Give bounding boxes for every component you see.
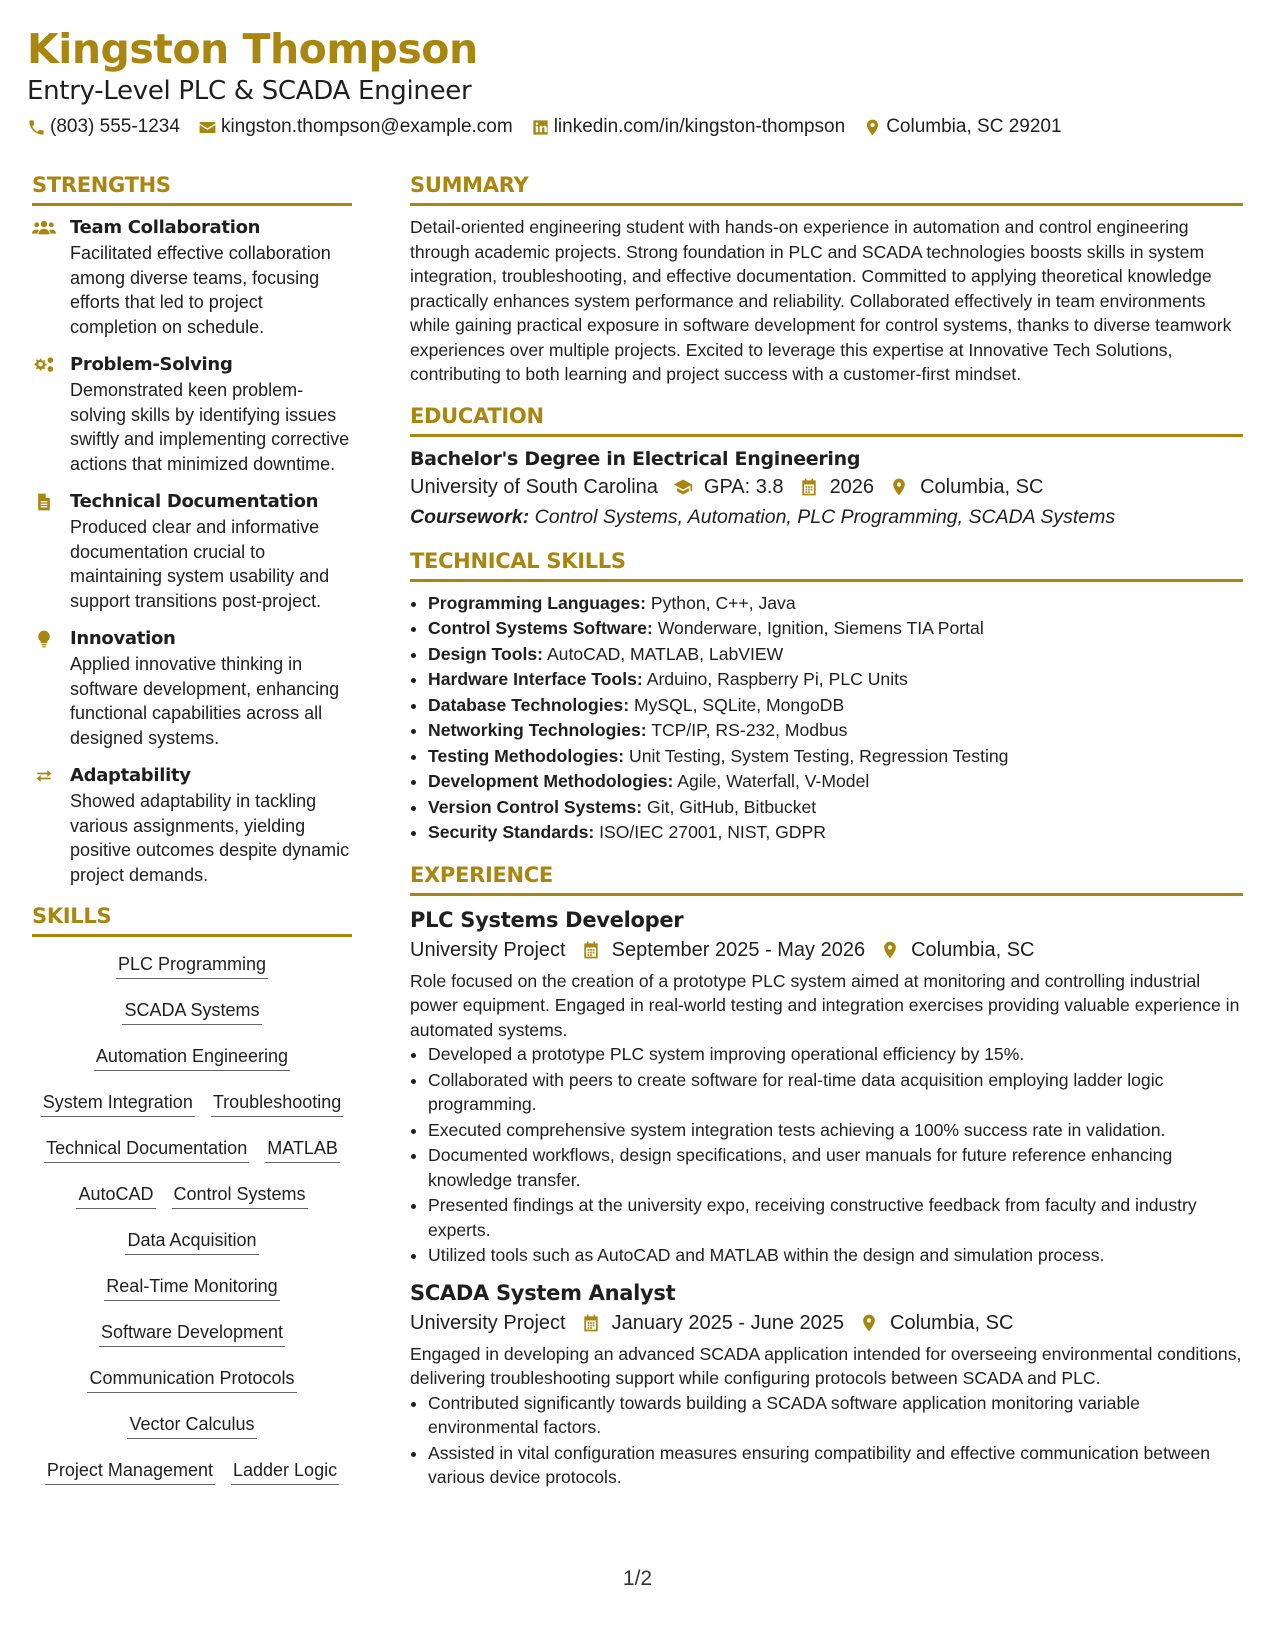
experience-heading: EXPERIENCE: [410, 860, 1243, 896]
skill-tag: SCADA Systems: [122, 997, 261, 1025]
coursework-label: Coursework:: [410, 505, 530, 528]
right-column: [410, 170, 1243, 1504]
calendar-icon: [580, 940, 602, 960]
skill-tag: Project Management: [45, 1457, 215, 1485]
map-pin-icon: [858, 1313, 880, 1333]
contact-email[interactable]: [198, 114, 513, 140]
summary-heading: SUMMARY: [410, 170, 1243, 206]
strength-body: [70, 763, 352, 887]
job-dates: [580, 1308, 844, 1338]
contact-linkedin[interactable]: [531, 114, 846, 140]
left-column: [32, 170, 352, 1517]
technical-skill-value: MySQL, SQLite, MongoDB: [633, 694, 845, 715]
school-text: University of South Carolina: [410, 475, 658, 498]
skills-section: [32, 901, 352, 1503]
map-pin-icon: [863, 118, 882, 137]
skill-tag: Communication Protocols: [87, 1365, 296, 1393]
edu-location-text: Columbia, SC: [920, 475, 1044, 498]
skill-tag: PLC Programming: [116, 951, 268, 979]
technical-skill-value: Git, GitHub, Bitbucket: [647, 796, 817, 817]
strengths-section: [32, 170, 352, 887]
skills-heading: SKILLS: [32, 901, 352, 937]
job-bullet: • Executed comprehensive system integration tests achieving a 100% success rate in validation.: [428, 1118, 1243, 1143]
coursework-text: Control Systems, Automation, PLC Programming, SCADA Systems: [534, 505, 1116, 528]
technical-skill-value: AutoCAD, MATLAB, LabVIEW: [546, 643, 784, 664]
job-bullets: [410, 1391, 1243, 1490]
calendar-icon: [798, 477, 820, 497]
strengths-heading: STRENGTHS: [32, 170, 352, 206]
technical-skills-list: [410, 591, 1243, 846]
strength-title: Innovation: [70, 628, 176, 649]
technical-skill-value: Wonderware, Ignition, Siemens TIA Portal: [657, 618, 984, 638]
phone-text: (803) 555-1234: [50, 116, 180, 137]
skill-tag: Automation Engineering: [94, 1043, 290, 1071]
skill-tag: Software Development: [99, 1319, 285, 1347]
strength-body: [70, 489, 352, 613]
skill-tag: Troubleshooting: [211, 1089, 343, 1117]
technical-skill-item: [428, 591, 1243, 617]
skill-tag: AutoCAD: [76, 1181, 155, 1209]
lightbulb-icon: [32, 626, 70, 750]
technical-skills-heading: TECHNICAL SKILLS: [410, 546, 1243, 582]
map-pin-icon: [888, 477, 910, 497]
skill-tag: System Integration: [41, 1089, 195, 1117]
job-description: Engaged in developing an advanced SCADA application intended for overseeing environmental conditions, delivering troubleshooting support while configuring protocols between SCADA and PLC.: [410, 1343, 1242, 1388]
technical-skill-label: Control Systems Software:: [428, 618, 653, 638]
strength-item: [32, 215, 352, 339]
page-number: 1/2: [622, 1567, 653, 1590]
skill-tag: Real-Time Monitoring: [104, 1273, 279, 1301]
education-heading: EDUCATION: [410, 401, 1243, 437]
technical-skill-label: Hardware Interface Tools:: [428, 669, 643, 689]
job-bullet: • Assisted in vital configuration measures ensuring compatibility and effective communication between various device protocols.: [428, 1441, 1243, 1490]
envelope-icon: [198, 118, 217, 137]
location-text: Columbia, SC 29201: [886, 116, 1062, 137]
summary-text: Detail-oriented engineering student with hands-on experience in automation and control engineering through academic projects. Strong foundation in PLC and SCADA technologies boosts skills in system integration, troubleshooting, and effective documentation. Committed to applying theoretical knowledge practically enhances system performance and reliability. Collaborated effectively in team environments while gaining practical exposure in software development for control systems, thanks to diverse teamwork experiences over multiple projects. Excited to leverage this expertise at Innovative Tech Solutions, contributing to both learning and project success with a customer-first mindset.: [410, 217, 1232, 384]
coursework: [410, 502, 1243, 532]
technical-skill-label: Programming Languages:: [428, 592, 646, 613]
exchange-icon: [32, 763, 70, 887]
job-location: [858, 1308, 1013, 1338]
strength-item: [32, 626, 352, 750]
technical-skill-label: Version Control Systems:: [428, 796, 643, 817]
technical-skill-label: Testing Methodologies:: [428, 745, 625, 766]
strength-title: Technical Documentation: [70, 491, 319, 512]
technical-skill-item: [428, 693, 1243, 719]
technical-skill-label: Development Methodologies:: [428, 771, 674, 791]
job-description: Role focused on the creation of a prototype PLC system aimed at monitoring and controlling industrial power equipment. Engaged in real-world testing and integration exercises providing valuable experience in automated systems.: [410, 970, 1240, 1040]
skill-tag: MATLAB: [265, 1135, 340, 1163]
technical-skill-value: Arduino, Raspberry Pi, PLC Units: [646, 669, 908, 689]
strength-title: Team Collaboration: [70, 217, 261, 238]
job-org-text: University Project: [410, 938, 566, 961]
skills-tags: [32, 951, 352, 1503]
job-meta: [410, 1308, 1243, 1338]
job-dates: [580, 935, 866, 965]
job-location-text: Columbia, SC: [890, 1311, 1014, 1334]
strengths-list: [32, 215, 352, 887]
job-entry: [410, 1278, 1243, 1490]
education-meta: [410, 472, 1243, 502]
technical-skill-label: Security Standards:: [428, 822, 595, 842]
technical-skill-value: Python, C++, Java: [650, 592, 796, 613]
job-org: [410, 1308, 566, 1338]
strength-item: [32, 352, 352, 476]
skill-tag: Control Systems: [172, 1181, 308, 1209]
job-bullet: • Contributed significantly towards building a SCADA software application monitoring variable environmental factors.: [428, 1391, 1243, 1440]
strength-body: [70, 352, 352, 476]
phone-icon: [27, 118, 46, 137]
job-meta: [410, 935, 1243, 965]
strength-item: [32, 489, 352, 613]
users-icon: [32, 215, 70, 339]
strength-body: [70, 626, 352, 750]
resume-header: [27, 24, 1247, 140]
calendar-icon: [580, 1313, 602, 1333]
job-bullet: • Developed a prototype PLC system improving operational efficiency by 15%.: [428, 1042, 1243, 1067]
experience-section: [410, 860, 1243, 1490]
technical-skill-item: [428, 718, 1243, 744]
skill-tag: Data Acquisition: [125, 1227, 258, 1255]
technical-skill-value: ISO/IEC 27001, NIST, GDPR: [599, 822, 826, 842]
technical-skill-item: [428, 769, 1243, 795]
summary-section: [410, 170, 1243, 387]
candidate-headline: Entry-Level PLC & SCADA Engineer: [27, 76, 472, 106]
jobs-list: [410, 905, 1243, 1490]
job-bullet: • Utilized tools such as AutoCAD and MATLAB within the design and simulation process.: [428, 1243, 1243, 1268]
strength-desc: Produced clear and informative documentation crucial to maintaining system usability and support transitions post-project.: [70, 517, 330, 611]
job-title: SCADA System Analyst: [410, 1280, 676, 1305]
technical-skill-value: TCP/IP, RS-232, Modbus: [651, 720, 848, 740]
gears-icon: [32, 352, 70, 476]
linkedin-icon: [531, 118, 550, 137]
skill-tag: Vector Calculus: [127, 1411, 256, 1439]
strength-title: Adaptability: [70, 765, 191, 786]
contact-location: [863, 114, 1061, 140]
technical-skill-item: [428, 744, 1243, 770]
technical-skill-value: Agile, Waterfall, V-Model: [677, 771, 870, 791]
document-icon: [32, 489, 70, 613]
technical-skills-section: [410, 546, 1243, 846]
gpa-text: GPA: 3.8: [703, 475, 784, 498]
candidate-name: Kingston Thompson: [27, 25, 478, 73]
strength-body: [70, 215, 352, 339]
strength-desc: Applied innovative thinking in software development, enhancing functional capabilities across all designed systems.: [70, 654, 340, 748]
job-entry: [410, 905, 1243, 1268]
job-bullet: • Documented workflows, design specifications, and user manuals for future reference enhancing knowledge transfer.: [428, 1143, 1243, 1192]
job-org: [410, 935, 566, 965]
graduation-cap-icon: [672, 477, 694, 497]
job-org-text: University Project: [410, 1311, 566, 1334]
education-section: [410, 401, 1243, 532]
job-dates-text: September 2025 - May 2026: [611, 938, 866, 961]
degree-title: Bachelor's Degree in Electrical Engineering: [410, 447, 861, 470]
job-bullets: [410, 1042, 1243, 1268]
edu-location: [888, 472, 1043, 502]
contact-row: [27, 114, 1247, 140]
job-dates-text: January 2025 - June 2025: [611, 1311, 845, 1334]
job-location-text: Columbia, SC: [911, 938, 1035, 961]
strength-desc: Facilitated effective collaboration among diverse teams, focusing efforts that led to project completion on schedule.: [70, 243, 331, 337]
technical-skill-label: Database Technologies:: [428, 694, 630, 715]
technical-skill-label: Networking Technologies:: [428, 720, 647, 740]
grad-year: [798, 472, 875, 502]
job-bullet: • Collaborated with peers to create software for real-time data acquisition employing ladder logic programming.: [428, 1068, 1243, 1117]
year-text: 2026: [829, 475, 875, 498]
job-location: [879, 935, 1034, 965]
job-bullet: • Presented findings at the university expo, receiving constructive feedback from faculty and industry experts.: [428, 1193, 1243, 1242]
technical-skill-item: [428, 795, 1243, 821]
skill-tag: Ladder Logic: [231, 1457, 339, 1485]
technical-skill-item: [428, 616, 1243, 642]
technical-skill-item: [428, 642, 1243, 668]
strength-desc: Demonstrated keen problem-solving skills by identifying issues swiftly and implementing corrective actions that minimized downtime.: [70, 380, 350, 474]
technical-skill-label: Design Tools:: [428, 643, 544, 664]
technical-skill-item: [428, 667, 1243, 693]
technical-skill-item: [428, 820, 1243, 846]
school-name: [410, 472, 658, 502]
map-pin-icon: [879, 940, 901, 960]
job-title: PLC Systems Developer: [410, 907, 684, 932]
strength-item: [32, 763, 352, 887]
strength-desc: Showed adaptability in tackling various assignments, yielding positive outcomes despite dynamic project demands.: [70, 791, 350, 885]
contact-phone: [27, 114, 180, 140]
linkedin-text[interactable]: linkedin.com/in/kingston-thompson: [553, 116, 846, 137]
strength-title: Problem-Solving: [70, 354, 233, 375]
gpa: [672, 472, 784, 502]
technical-skill-value: Unit Testing, System Testing, Regression Testing: [629, 745, 1009, 766]
email-text[interactable]: kingston.thompson@example.com: [220, 116, 513, 137]
skill-tag: Technical Documentation: [44, 1135, 249, 1163]
